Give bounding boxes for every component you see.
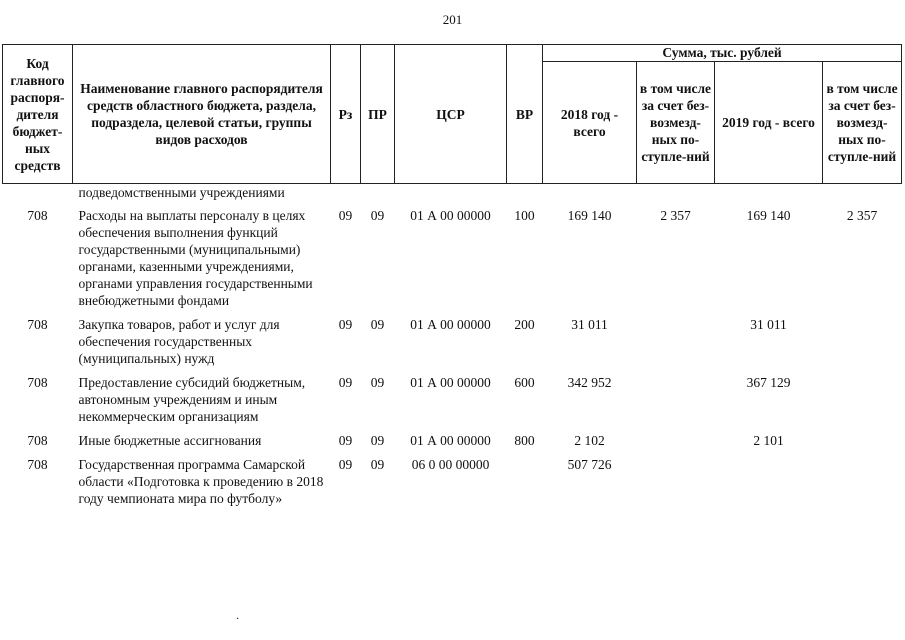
cell-csr: 06 0 00 00000 — [411, 457, 490, 472]
cell-2018-gratuitous — [637, 372, 715, 430]
continuation-text: подведомственными учреждениями — [78, 185, 285, 200]
cell-vr: 100 — [514, 208, 535, 223]
table-row — [3, 314, 902, 372]
cell-2019-total: 31 011 — [750, 317, 787, 332]
cell-csr: 01 А 00 00000 — [410, 433, 491, 448]
header-csr: ЦСР — [395, 45, 507, 184]
cell-pr: 09 — [370, 208, 385, 223]
cell-2018-total: 342 952 — [567, 375, 612, 390]
cell-2019-gratuitous: 2 357 — [846, 208, 878, 223]
table-row — [3, 454, 902, 512]
cell-2018-total: 2 102 — [574, 433, 605, 448]
header-pr: ПР — [361, 45, 395, 184]
cell-code: 708 — [27, 317, 48, 332]
cell-2018-total: 169 140 — [567, 208, 612, 223]
cell-vr: 200 — [514, 317, 535, 332]
header-2018-gratuitous: в том числе за счет без-возмезд-ных по-ступле-ний — [637, 62, 715, 184]
header-sum: Сумма, тыс. рублей — [543, 45, 902, 62]
table-row — [3, 430, 902, 454]
header-2018-total: 2018 год - всего — [543, 62, 637, 184]
header-vr: ВР — [507, 45, 543, 184]
header-code: Код главного распоря-дителя бюджет-ных средств — [3, 45, 73, 184]
cell-2019-gratuitous — [823, 372, 902, 430]
cell-vr: 600 — [514, 375, 535, 390]
cell-2018-gratuitous — [637, 314, 715, 372]
cell-name: Иные бюджетные ассигнования — [78, 433, 262, 448]
cell-name: Государственная программа Самарской области «Подготовка к проведению в 2018 году чемпионата мира по футболу» — [78, 457, 324, 506]
cell-2018-gratuitous — [637, 430, 715, 454]
cell-rz: 09 — [338, 433, 353, 448]
cell-name: Предоставление субсидий бюджетным, автономным учреждениям и иным некоммерческим организациям — [78, 375, 306, 424]
table-header — [3, 45, 902, 184]
cell-code: 708 — [27, 208, 48, 223]
scan-speck: . — [236, 608, 239, 622]
cell-pr: 09 — [370, 457, 385, 472]
cell-2019-total — [715, 454, 823, 512]
cell-name: Расходы на выплаты персоналу в целях обеспечения выполнения функций государственными (муниципальными) органами, казенными учреждениями, органами управления государственными внебюджетными фондами — [78, 208, 313, 308]
cell-2018-total: 507 726 — [567, 457, 612, 472]
cell-code: 708 — [27, 457, 48, 472]
cell-csr: 01 А 00 00000 — [410, 375, 491, 390]
cell-2018-total: 31 011 — [571, 317, 608, 332]
cell-vr — [507, 454, 543, 512]
page-number: 201 — [442, 12, 463, 27]
header-name: Наименование главного распорядителя средств областного бюджета, раздела, подраздела, целевой статьи, группы видов расходов — [73, 45, 331, 184]
cell-2019-total: 169 140 — [746, 208, 791, 223]
cell-2019-gratuitous — [823, 454, 902, 512]
cell-csr: 01 А 00 00000 — [410, 208, 491, 223]
table-row — [3, 205, 902, 314]
header-2019-gratuitous: в том числе за счет без-возмезд-ных по-ступле-ний — [823, 62, 902, 184]
cell-2019-gratuitous — [823, 314, 902, 372]
cell-csr: 01 А 00 00000 — [410, 317, 491, 332]
cell-code: 708 — [27, 433, 48, 448]
cell-2019-total: 2 101 — [753, 433, 784, 448]
cell-rz: 09 — [338, 317, 353, 332]
cell-name: Закупка товаров, работ и услуг для обеспечения государственных (муниципальных) нужд — [78, 317, 280, 366]
cell-pr: 09 — [370, 433, 385, 448]
budget-table — [2, 44, 902, 512]
continuation-row — [3, 184, 902, 206]
cell-rz: 09 — [338, 457, 353, 472]
cell-rz: 09 — [338, 375, 353, 390]
header-2019-total: 2019 год - всего — [715, 62, 823, 184]
table-row — [3, 372, 902, 430]
cell-pr: 09 — [370, 375, 385, 390]
cell-rz: 09 — [338, 208, 353, 223]
header-rz: Рз — [331, 45, 361, 184]
cell-2019-total: 367 129 — [746, 375, 791, 390]
cell-2018-gratuitous — [637, 454, 715, 512]
cell-pr: 09 — [370, 317, 385, 332]
cell-vr: 800 — [514, 433, 535, 448]
cell-2018-gratuitous: 2 357 — [660, 208, 691, 223]
cell-2019-gratuitous — [823, 430, 902, 454]
cell-code: 708 — [27, 375, 48, 390]
